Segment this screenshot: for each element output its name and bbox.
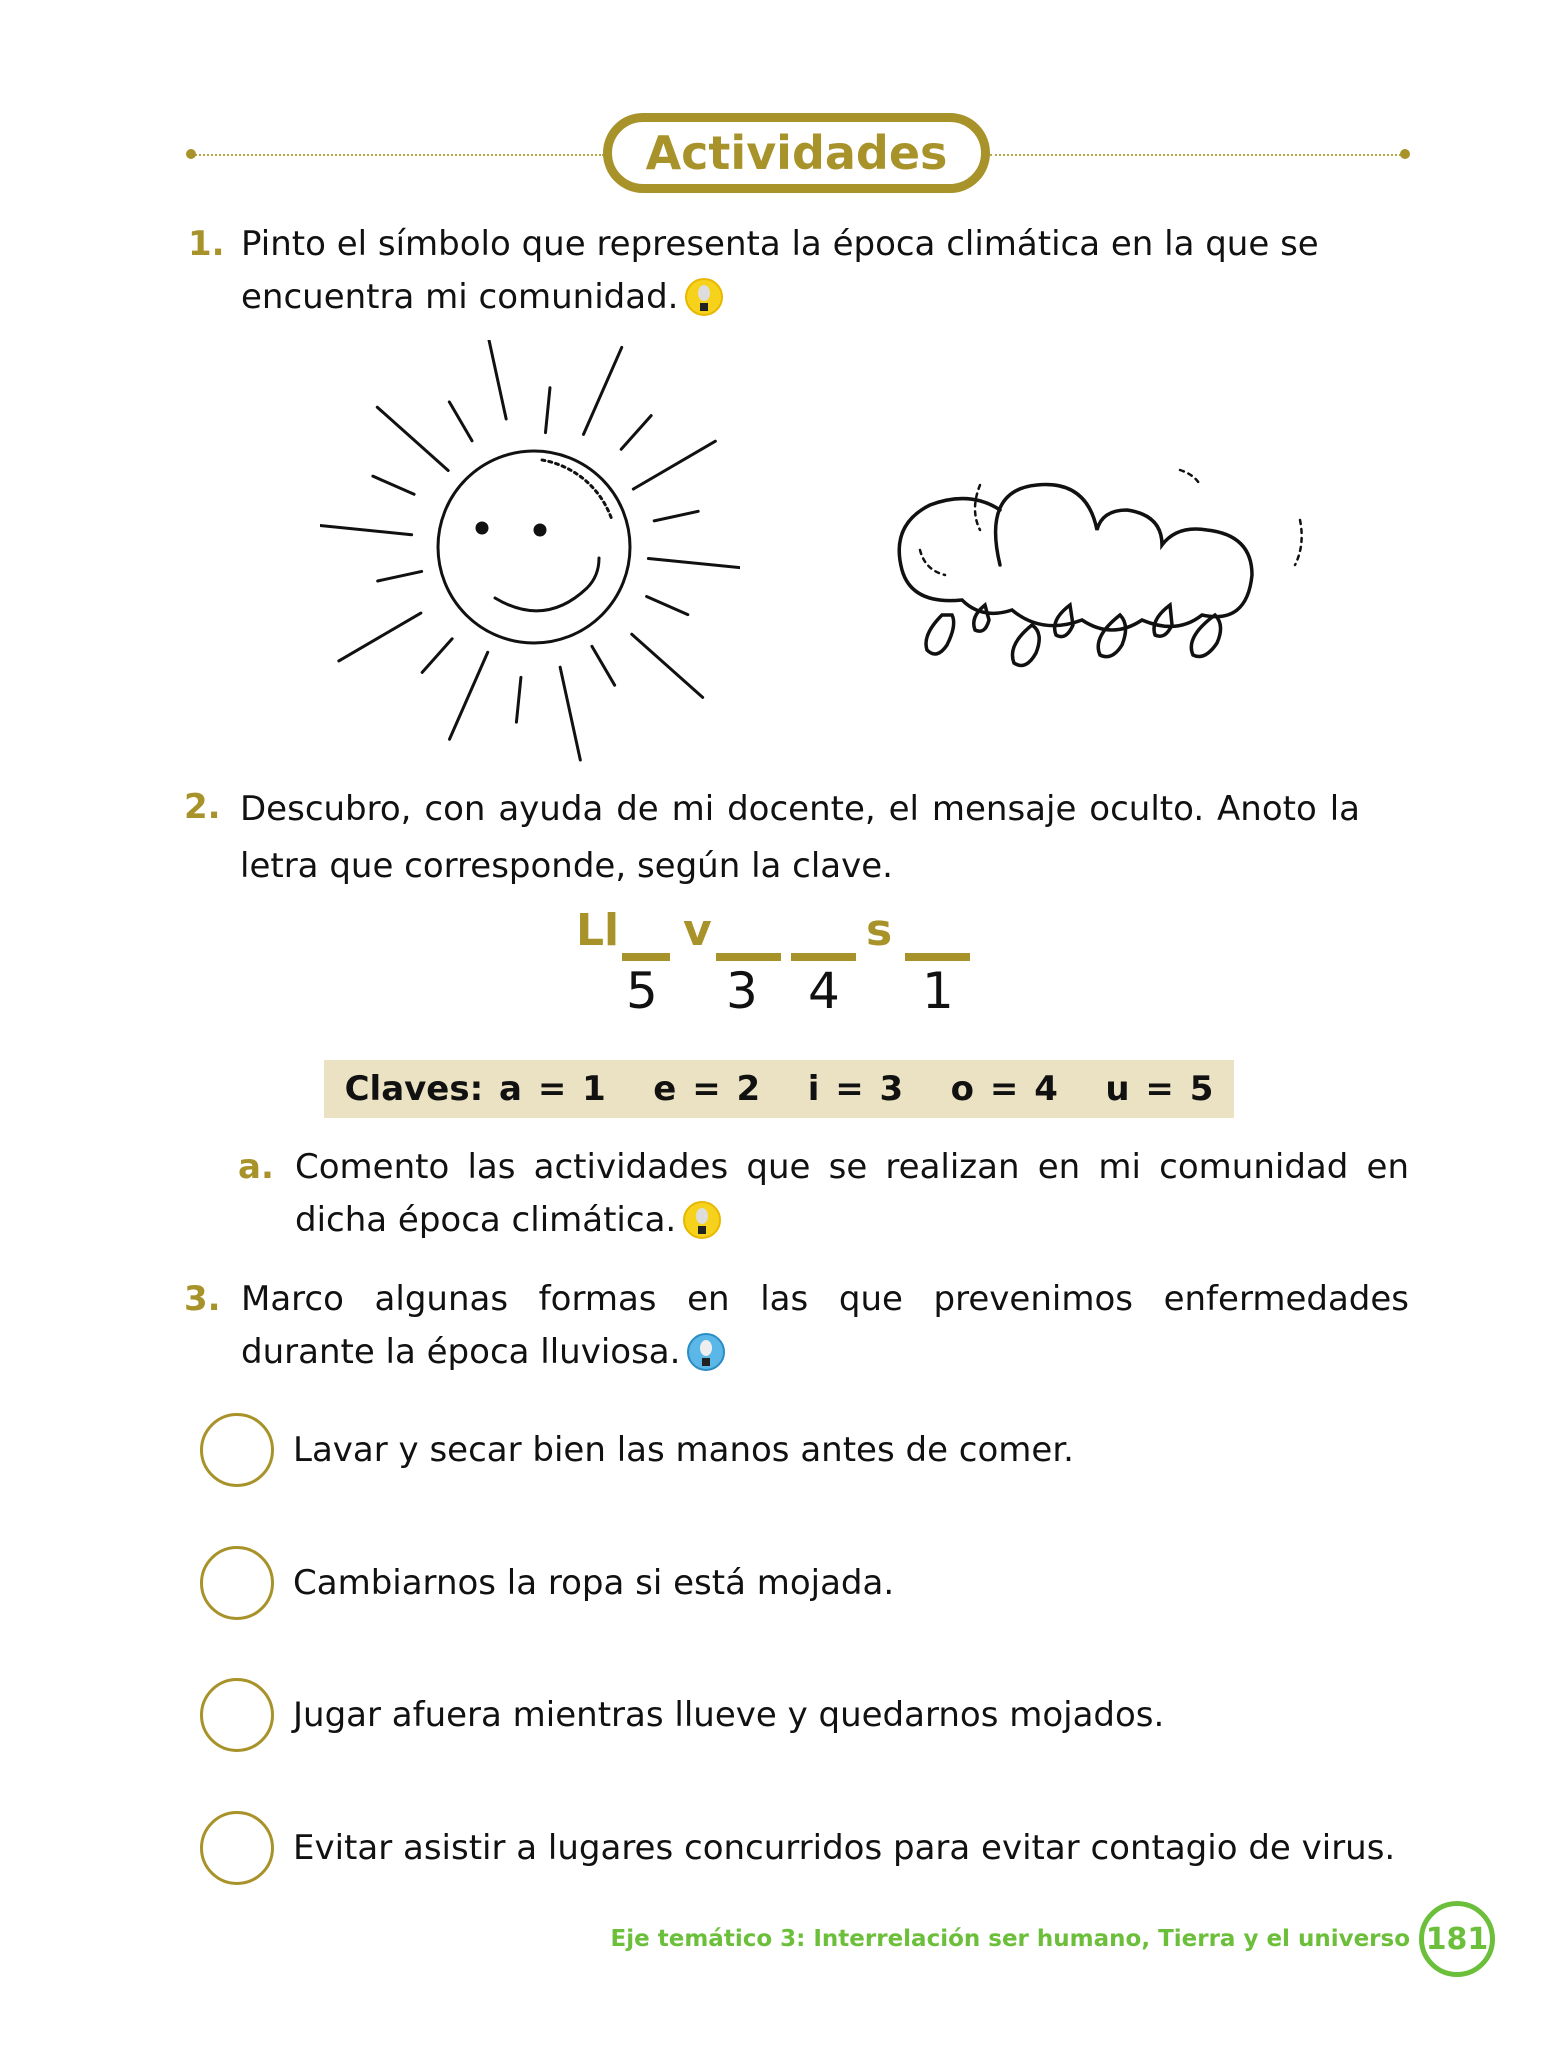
sun-ray xyxy=(621,416,651,450)
activity-3-text xyxy=(241,1273,1409,1379)
puzzle-blank-1[interactable] xyxy=(622,953,670,961)
puzzle-digit: 4 xyxy=(808,962,840,1020)
puzzle-digit: 1 xyxy=(922,962,954,1020)
activity-1-text xyxy=(241,218,1411,324)
sun-ray xyxy=(648,558,740,567)
section-title: Actividades xyxy=(603,113,990,193)
header-dot-right xyxy=(1400,149,1410,159)
lightbulb-icon xyxy=(684,277,724,321)
puzzle-digit: 5 xyxy=(626,962,658,1020)
option-1-label: Lavar y secar bien las manos antes de comer. xyxy=(293,1430,1074,1470)
sun-ray xyxy=(560,667,580,760)
puzzle-part-s: s xyxy=(866,905,893,956)
puzzle-blank-4[interactable] xyxy=(905,953,970,961)
sun-ray xyxy=(373,476,414,494)
option-2-label: Cambiarnos la ropa si está mojada. xyxy=(293,1563,895,1603)
sun-ray xyxy=(422,639,452,673)
sun-ray xyxy=(654,511,698,521)
sun-ray xyxy=(377,407,448,470)
puzzle-part-ll: Ll xyxy=(576,905,620,956)
puzzle-part-v: v xyxy=(683,905,712,956)
option-3-checkbox[interactable] xyxy=(200,1678,274,1752)
lightbulb-icon xyxy=(682,1200,722,1244)
activity-2a-instruction: Comento las actividades que se realizan en mi comunidad en dicha época climática. xyxy=(295,1147,1409,1240)
lightbulb-blue-icon xyxy=(686,1332,726,1376)
header-rule-right xyxy=(990,154,1405,156)
sun-ray xyxy=(592,646,615,685)
sun-ray xyxy=(633,441,715,489)
option-3-label: Jugar afuera mientras llueve y quedarnos mojados. xyxy=(293,1695,1165,1735)
footer-theme: Eje temático 3: Interrelación ser humano, Tierra y el universo xyxy=(610,1926,1410,1952)
sun-ray xyxy=(449,652,487,739)
puzzle-blank-3[interactable] xyxy=(791,953,856,961)
option-2-checkbox[interactable] xyxy=(200,1546,274,1620)
header-rule-left xyxy=(192,154,604,156)
sun-ray xyxy=(583,347,621,434)
option-4-checkbox[interactable] xyxy=(200,1811,274,1885)
sun-ray xyxy=(545,388,549,433)
sun-drawing[interactable] xyxy=(320,340,740,770)
activity-1-number: 1. xyxy=(188,224,225,264)
sun-ray xyxy=(516,677,520,722)
page-number: 181 xyxy=(1419,1901,1495,1977)
puzzle-digit: 3 xyxy=(726,962,758,1020)
sun-ray xyxy=(632,634,703,697)
header-dot-left xyxy=(186,149,196,159)
key-box: Claves: a = 1 e = 2 i = 3 o = 4 u = 5 xyxy=(324,1060,1234,1118)
sun-ray xyxy=(486,340,506,419)
activity-3-instruction: Marco algunas formas en las que prevenimos enfermedades durante la época lluviosa. xyxy=(241,1279,1409,1372)
puzzle-blank-2[interactable] xyxy=(716,953,781,961)
activity-2a-letter: a. xyxy=(238,1147,274,1187)
option-1-checkbox[interactable] xyxy=(200,1413,274,1487)
sun-ray xyxy=(320,525,412,534)
rain-cloud-drawing[interactable] xyxy=(880,400,1340,700)
activity-2-number: 2. xyxy=(184,787,221,827)
sun-ray xyxy=(339,613,421,661)
sun-ray xyxy=(647,596,688,614)
activity-2-text: Descubro, con ayuda de mi docente, el mensaje oculto. Anoto la letra que corresponde, según la clave. xyxy=(240,789,1360,886)
activity-1-instruction: Pinto el símbolo que representa la época climática en la que se encuentra mi comunidad. xyxy=(241,224,1319,317)
option-4-label: Evitar asistir a lugares concurridos para evitar contagio de virus. xyxy=(293,1828,1396,1868)
activity-2a-text xyxy=(295,1141,1409,1247)
activity-3-number: 3. xyxy=(184,1279,221,1319)
sun-ray xyxy=(378,571,422,581)
sun-ray xyxy=(449,402,472,441)
